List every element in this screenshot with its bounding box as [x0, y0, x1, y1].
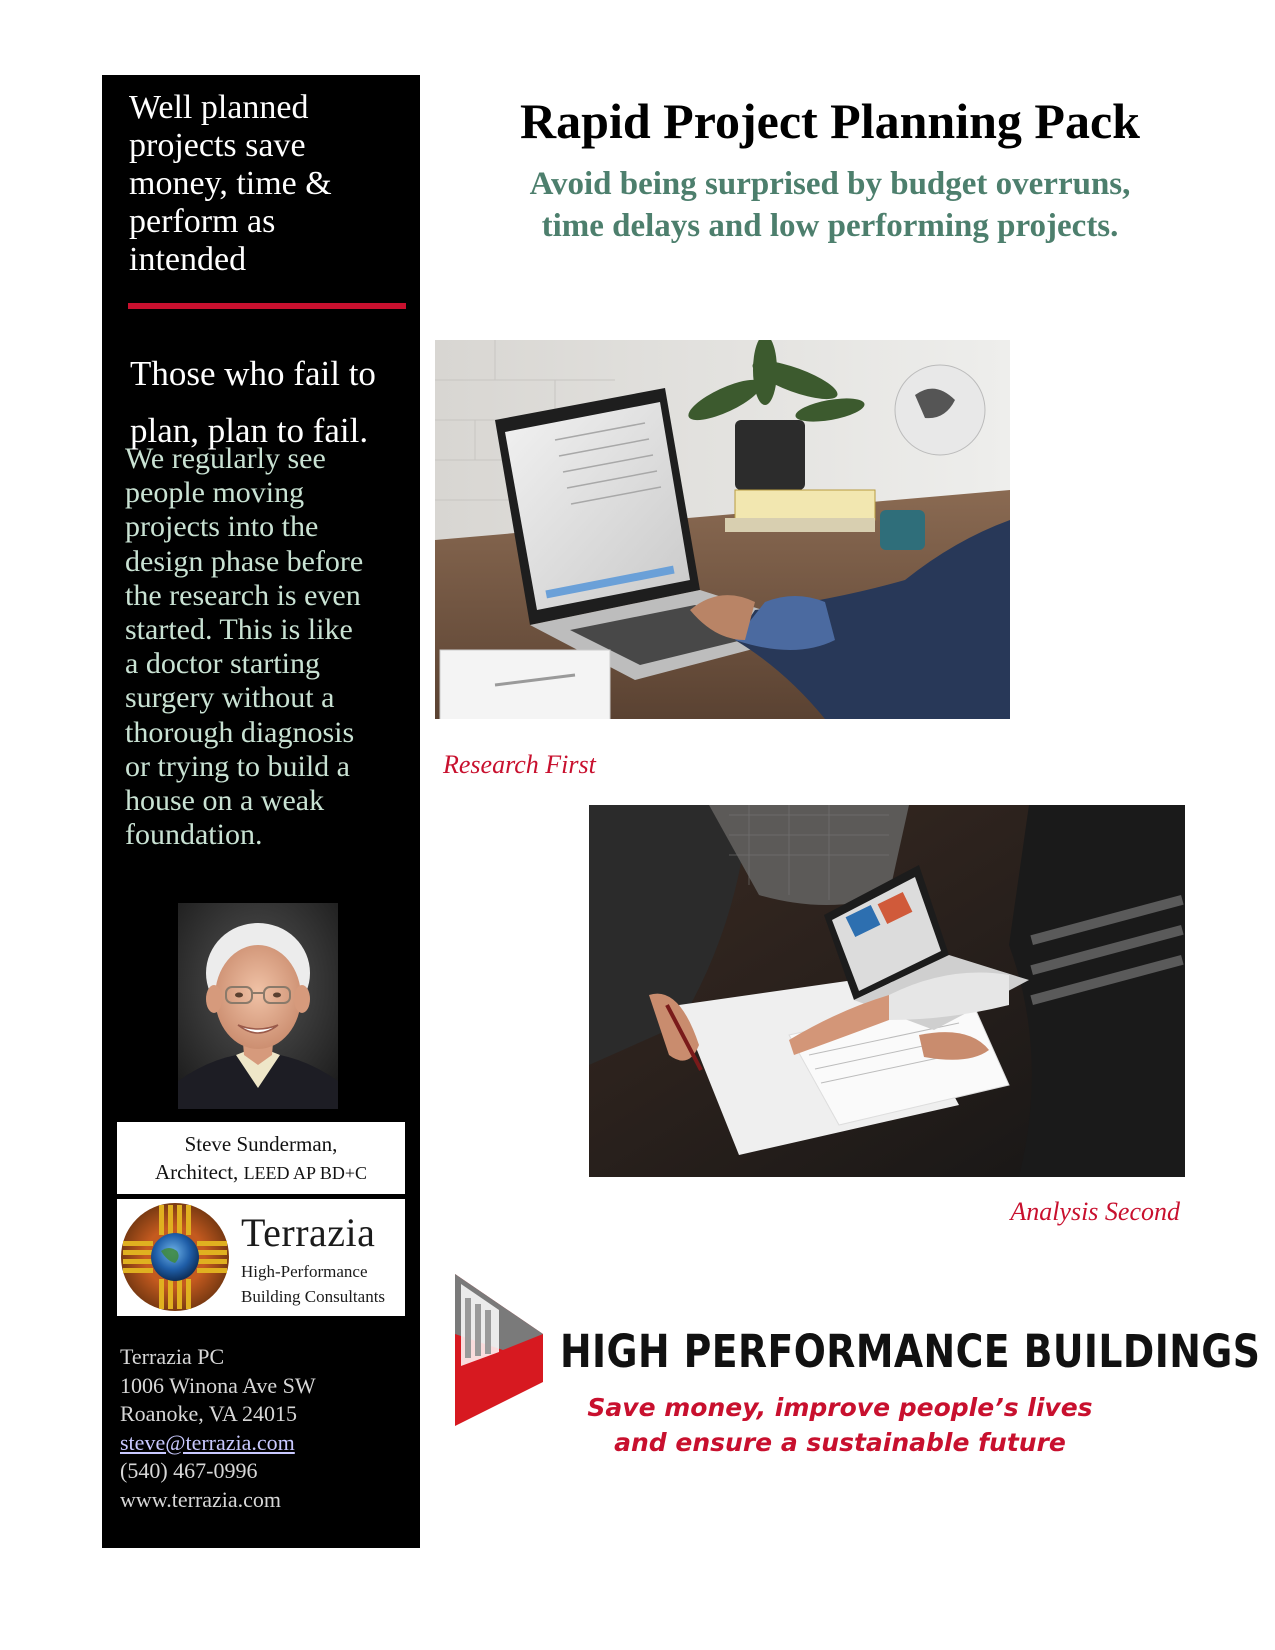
- analysis-photo: [589, 805, 1185, 1177]
- logo-subtitle-line: Building Consultants: [241, 1287, 386, 1306]
- tagline-line: intended: [129, 241, 247, 278]
- zia-sun-icon: [119, 1201, 231, 1313]
- person-name: Steve Sunderman,: [184, 1132, 338, 1156]
- contact-email-link[interactable]: steve@terrazia.com: [120, 1429, 295, 1455]
- body-line: a doctor starting: [125, 647, 320, 681]
- contact-website: www.terrazia.com: [120, 1486, 282, 1512]
- tagline-line: Well planned: [129, 89, 309, 126]
- page-subtitle: [445, 163, 1215, 247]
- subtitle-line: time delays and low performing projects.: [541, 208, 1119, 244]
- body-line: design phase before: [125, 544, 364, 578]
- caption-analysis-second: Analysis Second: [1010, 1197, 1180, 1226]
- hpb-brand-title: HIGH PERFORMANCE BUILDINGS: [560, 1325, 1261, 1378]
- tagline-line: perform as: [129, 203, 276, 240]
- hpb-logo-mark-icon: [455, 1274, 543, 1426]
- laptop-desk-image: [435, 340, 1010, 719]
- page-title: Rapid Project Planning Pack: [520, 93, 1140, 149]
- body-line: started. This is like: [125, 613, 353, 647]
- body-line: We regularly see: [125, 442, 326, 475]
- terrazia-logo: [117, 1199, 405, 1316]
- body-line: house on a weak: [125, 784, 325, 818]
- contact-info: [120, 1343, 410, 1514]
- name-card: [117, 1122, 405, 1194]
- person-role: Architect,: [154, 1160, 244, 1184]
- sidebar-body: [125, 442, 410, 852]
- hpb-tagline-line: and ensure a sustainable future: [614, 1428, 1066, 1457]
- tagline-line: money, time &: [129, 165, 332, 202]
- contact-street: 1006 Winona Ave SW: [120, 1372, 316, 1398]
- team-analysis-image: [589, 805, 1185, 1177]
- logo-name: Terrazia: [241, 1210, 376, 1255]
- contact-city: Roanoke, VA 24015: [120, 1401, 298, 1426]
- body-line: the research is even: [125, 578, 361, 612]
- caption-research-first: Research First: [443, 750, 596, 779]
- contact-company: Terrazia PC: [120, 1344, 225, 1369]
- logo-subtitle-line: High-Performance: [241, 1262, 368, 1281]
- quote-line: plan, plan to fail.: [130, 411, 369, 450]
- logo-subtitle: [241, 1259, 385, 1309]
- body-line: thorough diagnosis: [125, 715, 355, 749]
- sidebar-tagline: [129, 89, 409, 279]
- body-line: projects into the: [125, 510, 319, 544]
- body-line: or trying to build a: [125, 749, 350, 783]
- subtitle-line: Avoid being surprised by budget overruns,: [529, 166, 1131, 202]
- body-line: people moving: [125, 476, 305, 510]
- red-divider: [128, 303, 406, 309]
- sidebar: [102, 75, 420, 1548]
- hpb-tagline-line: Save money, improve people’s lives: [587, 1393, 1093, 1422]
- quote-line: Those who fail to: [130, 354, 376, 393]
- body-line: foundation.: [125, 818, 263, 852]
- person-credential: LEED AP BD+C: [243, 1163, 368, 1183]
- research-photo: [435, 340, 1010, 719]
- tagline-line: projects save: [129, 127, 306, 164]
- contact-phone: (540) 467-0996: [120, 1458, 258, 1483]
- hpb-brand-tagline: [560, 1390, 1120, 1460]
- portrait-photo: [178, 903, 338, 1109]
- body-line: surgery without a: [125, 681, 335, 715]
- person-title: [117, 1158, 405, 1187]
- portrait-image: [178, 903, 338, 1109]
